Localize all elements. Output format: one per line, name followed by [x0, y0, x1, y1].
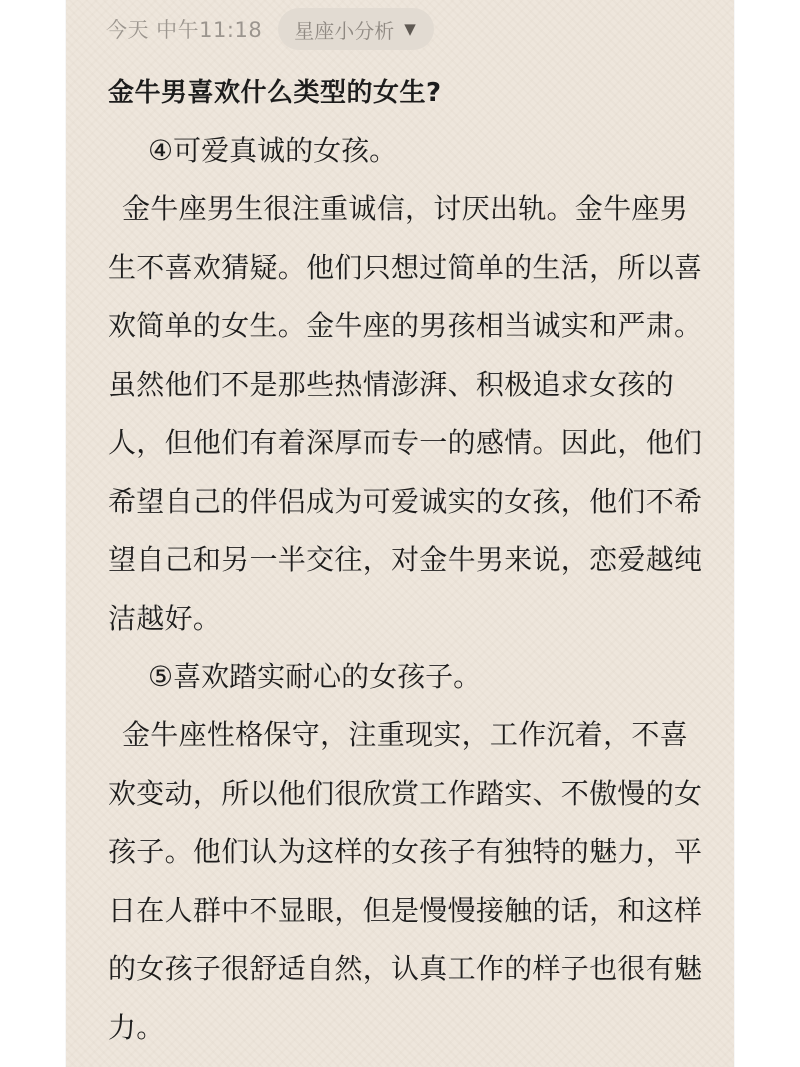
category-dropdown[interactable] [278, 8, 434, 50]
note-meta-row [106, 6, 434, 52]
caret-down-icon: ▼ [404, 19, 416, 38]
category-label: 星座小分析 [294, 18, 395, 43]
section-body: 金牛座性格保守，注重现实，工作沉着，不喜欢变动，所以他们很欣赏工作踏实、不傲慢的女孩子。他们认为这样的女孩子有独特的魅力，平日在人群中不显眼，但是慢慢接触的话，和这样的女孩子很舒适自然，认真工作的样子也很有魅力。 [108, 718, 703, 1044]
section-heading: ⑤喜欢踏实耐心的女孩子。 [148, 660, 482, 693]
note-page [66, 0, 734, 1067]
article-title: 金牛男喜欢什么类型的女生? [108, 78, 442, 108]
timestamp: 今天 中午11:18 [106, 18, 263, 42]
section-heading: ④可爱真诚的女孩。 [148, 134, 398, 167]
section-body: 金牛座男生很注重诚信，讨厌出轨。金牛座男生不喜欢猜疑。他们只想过简单的生活，所以喜欢简单的女生。金牛座的男孩相当诚实和严肃。虽然他们不是那些热情澎湃、积极追求女孩的人，但他们有着深厚而专一的感情。因此，他们希望自己的伴侣成为可爱诚实的女孩，他们不希望自己和另一半交往，对金牛男来说，恋爱越纯洁越好。 [108, 192, 703, 635]
note-content[interactable] [108, 64, 708, 1057]
